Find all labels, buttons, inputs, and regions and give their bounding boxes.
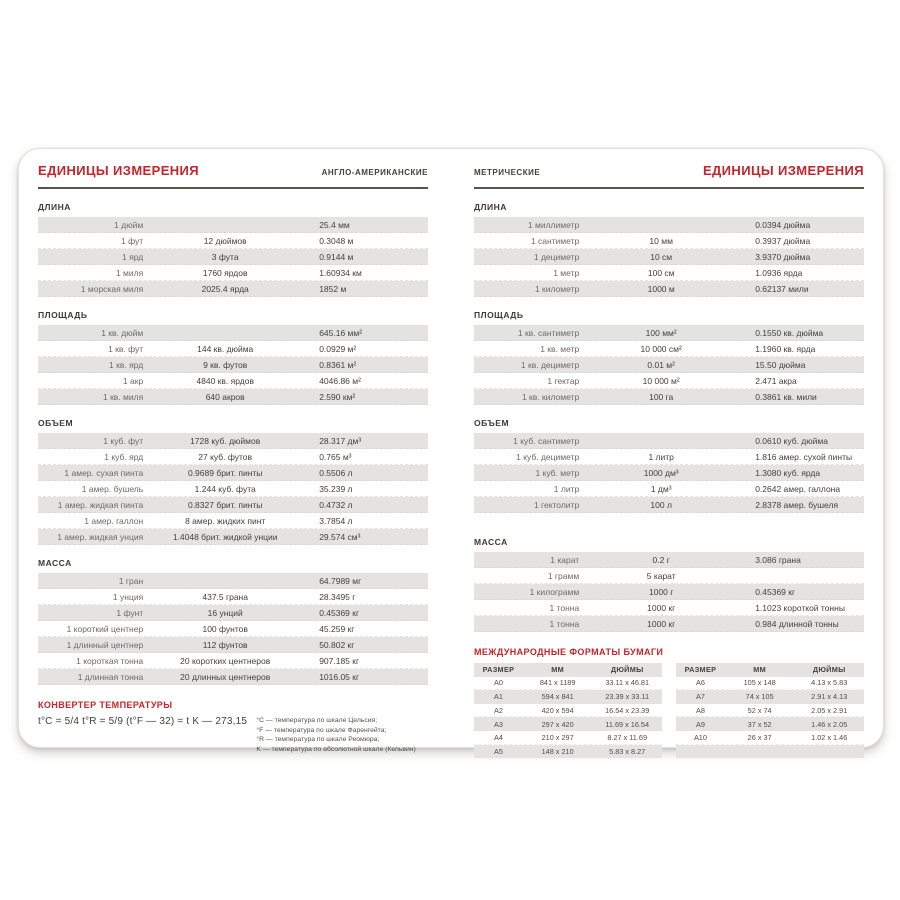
paper-formats-tables — [474, 663, 864, 758]
value-cell: 1.0936 ярда — [755, 267, 803, 278]
equivalent-cell: 0.01 м² — [647, 359, 675, 370]
paper-size-cell: A9 — [695, 719, 705, 729]
value-cell: 0.3937 дюйма — [755, 235, 811, 246]
equivalent-cell: 100 л — [650, 499, 672, 510]
page-header-left — [38, 163, 428, 178]
section-volume-imperial — [38, 418, 428, 545]
section-title: МАССА — [474, 537, 508, 547]
equivalent-cell: 1000 кг — [647, 618, 676, 629]
unit-sections-imperial — [38, 189, 428, 685]
value-cell: 3.7854 л — [319, 515, 353, 526]
paper-size-cell: A0 — [493, 678, 503, 688]
table-row — [38, 573, 428, 589]
equivalent-cell: 0.8327 брит. пинты — [187, 499, 263, 510]
paper-inches-cell: 23.39 x 33.11 — [605, 692, 650, 702]
table-row — [474, 600, 864, 616]
unit-table — [474, 433, 864, 513]
equivalent-cell: 4840 кв. ярдов — [196, 375, 254, 386]
paper-size-cell: A10 — [693, 732, 707, 742]
unit-cell: 1 кв. миля — [102, 391, 144, 402]
value-cell: 0.4732 л — [319, 499, 353, 510]
value-cell: 1.816 амер. сухой пинты — [755, 451, 853, 462]
section-mass-metric — [474, 537, 864, 632]
paper-inches-cell: 2.05 x 2.91 — [811, 705, 848, 715]
unit-cell: 1 тонна — [549, 602, 580, 613]
section-title: ОБЪЕМ — [38, 418, 74, 428]
section-title: ПЛОЩАДЬ — [474, 310, 524, 320]
equivalent-cell: 5 карат — [646, 570, 676, 581]
section-mass-imperial — [38, 558, 428, 685]
section-volume-metric — [474, 418, 864, 513]
temperature-title: КОНВЕРТЕР ТЕМПЕРАТУРЫ — [38, 700, 173, 710]
paper-row — [676, 745, 864, 759]
table-row — [38, 637, 428, 653]
table-row — [38, 669, 428, 685]
unit-cell: 1 куб. метр — [535, 467, 580, 478]
equivalent-cell: 1 литр — [648, 451, 674, 462]
section-area-metric — [474, 310, 864, 405]
paper-size-cell: A2 — [493, 705, 503, 715]
equivalent-cell: 10 см — [650, 251, 673, 262]
value-cell: 0.2642 амер. галлона — [755, 483, 841, 494]
paper-formats — [474, 647, 864, 758]
equivalent-cell: 8 амер. жидких пинт — [185, 515, 266, 526]
unit-cell: 1 гектар — [547, 375, 580, 386]
equivalent-cell: 437.5 грана — [202, 591, 248, 602]
paper-mm-cell: 52 x 74 — [747, 705, 772, 715]
value-cell: 28.3495 г — [319, 591, 356, 602]
page-title-right: ЕДИНИЦЫ ИЗМЕРЕНИЯ — [702, 163, 864, 178]
paper-header-mm: ММ — [753, 665, 767, 675]
section-title: МАССА — [38, 558, 72, 568]
unit-cell: 1 ярд — [122, 251, 144, 262]
unit-cell: 1 куб. сантиметр — [513, 435, 580, 446]
paper-size-cell: A5 — [493, 746, 503, 756]
table-row — [474, 389, 864, 405]
equivalent-cell: 1.244 куб. фута — [194, 483, 256, 494]
section-title: ПЛОЩАДЬ — [38, 310, 88, 320]
value-cell: 2.8378 амер. бушеля — [755, 499, 839, 510]
table-row — [38, 389, 428, 405]
paper-inches-cell: 1.02 x 1.46 — [811, 732, 848, 742]
unit-cell: 1 кв. дециметр — [520, 359, 580, 370]
equivalent-cell: 100 мм² — [645, 327, 677, 338]
paper-size-cell: A8 — [695, 705, 705, 715]
paper-row — [676, 704, 864, 718]
equivalent-cell: 3 фута — [211, 251, 239, 262]
unit-cell: 1 миллиметр — [527, 219, 580, 230]
diary-spread — [18, 148, 884, 756]
unit-sections-metric — [474, 189, 864, 632]
equivalent-cell: 0.9689 брит. пинты — [187, 467, 263, 478]
unit-cell: 1 кв. километр — [521, 391, 580, 402]
value-cell: 0.45369 кг — [755, 586, 796, 597]
table-row — [38, 325, 428, 341]
unit-cell: 1 амер. жидкая пинта — [57, 499, 144, 510]
table-row — [474, 584, 864, 600]
unit-cell: 1 длинный центнер — [66, 639, 144, 650]
unit-cell: 1 литр — [553, 483, 580, 494]
section-length-metric — [474, 202, 864, 297]
value-cell: 50.802 кг — [319, 639, 355, 650]
paper-header-size: РАЗМЕР — [684, 665, 717, 675]
table-row — [474, 217, 864, 233]
table-row — [38, 265, 428, 281]
paper-header-inches: ДЮЙМЫ — [610, 665, 644, 675]
section-title: ДЛИНА — [474, 202, 507, 212]
equivalent-cell: 16 унций — [207, 607, 243, 618]
equivalent-cell: 144 кв. дюйма — [197, 343, 254, 354]
value-cell: 45.259 кг — [319, 623, 355, 634]
value-cell: 0.765 м³ — [319, 451, 352, 462]
paper-mm-cell: 74 x 105 — [745, 692, 774, 702]
table-row — [474, 341, 864, 357]
unit-cell: 1 грамм — [547, 570, 580, 581]
table-row — [38, 653, 428, 669]
paper-mm-cell: 37 x 52 — [747, 719, 772, 729]
paper-formats-title: МЕЖДУНАРОДНЫЕ ФОРМАТЫ БУМАГИ — [474, 647, 664, 657]
value-cell: 0.9144 м — [319, 251, 354, 262]
paper-row — [676, 690, 864, 704]
table-row — [474, 497, 864, 513]
table-row — [38, 281, 428, 297]
paper-header-size: РАЗМЕР — [482, 665, 515, 675]
equivalent-cell: 9 кв. футов — [203, 359, 248, 370]
equivalent-cell: 20 коротких центнеров — [180, 655, 271, 666]
value-cell: 64.7989 мг — [319, 575, 362, 586]
paper-mm-cell: 594 x 841 — [541, 692, 574, 702]
table-row — [38, 373, 428, 389]
equivalent-cell: 10 мм — [649, 235, 673, 246]
equivalent-cell: 1000 дм³ — [643, 467, 679, 478]
value-cell: 1.1960 кв. ярда — [755, 343, 816, 354]
table-row — [474, 433, 864, 449]
unit-cell: 1 килограмм — [529, 586, 580, 597]
unit-table — [474, 217, 864, 297]
unit-cell: 1 тонна — [549, 618, 580, 629]
paper-mm-cell: 841 x 1189 — [539, 678, 576, 688]
paper-size-cell: A4 — [493, 732, 503, 742]
value-cell: 2.471 акра — [755, 375, 797, 386]
unit-cell: 1 дюйм — [114, 219, 144, 230]
value-cell: 4046.86 м² — [319, 375, 361, 386]
unit-cell: 1 сантиметр — [530, 235, 580, 246]
paper-mm-cell: 26 x 37 — [747, 732, 772, 742]
paper-inches-cell: 5.83 x 8.27 — [609, 746, 646, 756]
table-row — [38, 341, 428, 357]
table-row — [474, 357, 864, 373]
table-row — [38, 605, 428, 621]
value-cell: 0.0394 дюйма — [755, 219, 811, 230]
unit-cell: 1 дециметр — [533, 251, 580, 262]
section-length-imperial — [38, 202, 428, 297]
paper-row — [676, 731, 864, 745]
value-cell: 645.16 мм² — [319, 327, 363, 338]
value-cell: 0.8361 м² — [319, 359, 357, 370]
unit-table — [38, 573, 428, 685]
paper-table — [474, 663, 662, 758]
table-row — [474, 233, 864, 249]
paper-mm-cell: 420 x 594 — [541, 705, 574, 715]
unit-cell: 1 амер. бушель — [81, 483, 144, 494]
paper-header-row — [474, 663, 662, 677]
paper-inches-cell: 1.46 x 2.05 — [811, 719, 848, 729]
table-row — [474, 616, 864, 632]
paper-size-cell: A3 — [493, 719, 503, 729]
table-row — [38, 249, 428, 265]
equivalent-cell: 640 акров — [205, 391, 245, 402]
table-row — [474, 568, 864, 584]
legend-line: °F — температура по шкале Фаренгейта; — [256, 726, 387, 734]
table-row — [38, 621, 428, 637]
table-row — [38, 481, 428, 497]
legend-line: °C — температура по шкале Цельсия; — [256, 717, 378, 724]
legend-line: °R — температура по шкале Реомюра; — [256, 736, 380, 743]
value-cell: 0.3048 м — [319, 235, 354, 246]
value-cell: 35.239 л — [319, 483, 353, 494]
unit-table — [474, 325, 864, 405]
paper-inches-cell: 33.11 x 46.81 — [605, 678, 650, 688]
unit-cell: 1 морская миля — [80, 283, 144, 294]
table-row — [474, 449, 864, 465]
unit-cell: 1 фунт — [116, 607, 144, 618]
paper-inches-cell: 4.13 x 5.83 — [811, 678, 848, 688]
table-row — [38, 433, 428, 449]
table-row — [474, 465, 864, 481]
page-right — [474, 163, 864, 756]
equivalent-cell: 1000 кг — [647, 602, 676, 613]
paper-size-cell: A7 — [695, 692, 705, 702]
table-row — [474, 249, 864, 265]
table-row — [38, 357, 428, 373]
paper-row — [474, 717, 662, 731]
value-cell: 907.185 кг — [319, 655, 360, 666]
section-title: ОБЪЕМ — [474, 418, 510, 428]
unit-cell: 1 унция — [112, 591, 144, 602]
page-title-left: ЕДИНИЦЫ ИЗМЕРЕНИЯ — [38, 163, 200, 178]
equivalent-cell: 20 длинных центнеров — [180, 671, 271, 682]
paper-mm-cell: 210 x 297 — [541, 732, 574, 742]
unit-cell: 1 акр — [122, 375, 144, 386]
table-row — [474, 265, 864, 281]
value-cell: 1.3080 куб. ярда — [755, 467, 821, 478]
table-row — [474, 552, 864, 568]
unit-cell: 1 гектолитр — [533, 499, 580, 510]
unit-cell: 1 миля — [115, 267, 144, 278]
unit-cell: 1 кв. дюйм — [101, 327, 144, 338]
equivalent-cell: 1000 м — [647, 283, 675, 294]
value-cell: 3.086 грана — [755, 554, 801, 565]
equivalent-cell: 1000 г — [649, 586, 674, 597]
value-cell: 0.984 длинной тонны — [755, 618, 839, 629]
value-cell: 0.0610 куб. дюйма — [755, 435, 828, 446]
paper-inches-cell: 16.54 x 23.39 — [605, 705, 650, 715]
unit-cell: 1 куб. ярд — [104, 451, 144, 462]
paper-mm-cell: 297 x 420 — [541, 719, 574, 729]
unit-cell: 1 гран — [118, 575, 144, 586]
equivalent-cell: 100 см — [647, 267, 675, 278]
paper-inches-cell: 2.91 x 4.13 — [811, 692, 848, 702]
table-row — [38, 465, 428, 481]
value-cell: 1016.05 кг — [319, 671, 360, 682]
table-row — [38, 529, 428, 545]
value-cell: 0.0929 м² — [319, 343, 357, 354]
value-cell: 0.5506 л — [319, 467, 353, 478]
unit-cell: 1 метр — [553, 267, 580, 278]
value-cell: 29.574 см³ — [319, 531, 361, 542]
page-subtitle-left: АНГЛО-АМЕРИКАНСКИЕ — [321, 168, 428, 177]
legend-line: K — температура по абсолютной шкале (Кельвин) — [256, 745, 416, 753]
equivalent-cell: 1760 ярдов — [202, 267, 248, 278]
paper-mm-cell: 148 x 210 — [541, 746, 574, 756]
unit-cell: 1 куб. фут — [103, 435, 144, 446]
equivalent-cell: 1.4048 брит. жидкой унции — [172, 531, 278, 542]
temperature-formula: t°C = 5/4 t°R = 5/9 (t°F — 32) = t K — 273,15 — [38, 716, 248, 727]
paper-row — [676, 717, 864, 731]
paper-inches-cell: 11.69 x 16.54 — [605, 719, 650, 729]
paper-mm-cell: 105 x 148 — [743, 678, 776, 688]
equivalent-cell: 10 000 м² — [642, 375, 680, 386]
paper-row — [676, 677, 864, 691]
paper-inches-cell: 8.27 x 11.69 — [607, 732, 647, 742]
table-row — [38, 217, 428, 233]
unit-cell: 1 кв. ярд — [109, 359, 144, 370]
paper-row — [474, 731, 662, 745]
section-area-imperial — [38, 310, 428, 405]
temperature-legend — [256, 716, 428, 754]
table-row — [474, 325, 864, 341]
table-row — [474, 373, 864, 389]
value-cell: 0.62137 мили — [755, 283, 809, 294]
value-cell: 1852 м — [319, 283, 347, 294]
paper-header-mm: ММ — [551, 665, 565, 675]
paper-size-cell: A6 — [695, 678, 705, 688]
value-cell: 0.1550 кв. дюйма — [755, 327, 824, 338]
paper-header-row — [676, 663, 864, 677]
table-row — [38, 513, 428, 529]
value-cell: 1.60934 км — [319, 267, 362, 278]
paper-row — [474, 677, 662, 691]
equivalent-cell: 12 дюймов — [203, 235, 247, 246]
equivalent-cell: 1728 куб. дюймов — [190, 435, 261, 446]
page-subtitle-right: МЕТРИЧЕСКИЕ — [474, 168, 541, 177]
table-row — [474, 481, 864, 497]
page-left — [38, 163, 428, 753]
unit-table — [38, 433, 428, 545]
value-cell: 2.590 км² — [319, 391, 356, 402]
unit-table — [474, 552, 864, 632]
equivalent-cell: 0.2 г — [652, 554, 670, 565]
paper-size-cell: A1 — [493, 692, 503, 702]
table-row — [38, 449, 428, 465]
equivalent-cell: 1 дм³ — [650, 483, 672, 494]
paper-row — [474, 690, 662, 704]
equivalent-cell: 100 га — [649, 391, 674, 402]
unit-cell: 1 кв. сантиметр — [517, 327, 580, 338]
unit-cell: 1 амер. сухая пинта — [64, 467, 144, 478]
value-cell: 1.1023 короткой тонны — [755, 602, 845, 613]
unit-cell: 1 амер. галлон — [84, 515, 144, 526]
unit-cell: 1 фут — [121, 235, 144, 246]
page-header-right — [474, 163, 864, 178]
unit-table — [38, 217, 428, 297]
value-cell: 25.4 мм — [319, 219, 350, 230]
temperature-body — [38, 716, 428, 754]
paper-row — [474, 745, 662, 759]
equivalent-cell: 10 000 см² — [640, 343, 682, 354]
equivalent-cell: 100 фунтов — [202, 623, 248, 634]
unit-cell: 1 амер. жидкая унция — [57, 531, 144, 542]
value-cell: 3.9370 дюйма — [755, 251, 811, 262]
value-cell: 15.50 дюйма — [755, 359, 806, 370]
temperature-converter — [38, 700, 428, 754]
table-row — [38, 497, 428, 513]
unit-cell: 1 короткий центнер — [66, 623, 144, 634]
equivalent-cell: 2025.4 ярда — [201, 283, 249, 294]
table-row — [38, 589, 428, 605]
unit-cell: 1 длинная тонна — [77, 671, 144, 682]
table-row — [38, 233, 428, 249]
section-title: ДЛИНА — [38, 202, 71, 212]
unit-cell: 1 куб. дециметр — [516, 451, 580, 462]
paper-header-inches: ДЮЙМЫ — [812, 665, 846, 675]
unit-cell: 1 кв. метр — [540, 343, 580, 354]
unit-cell: 1 кв. фут — [108, 343, 144, 354]
unit-cell: 1 карат — [550, 554, 580, 565]
unit-cell: 1 километр — [534, 283, 580, 294]
paper-table — [676, 663, 864, 758]
unit-cell: 1 короткая тонна — [76, 655, 144, 666]
equivalent-cell: 112 фунтов — [202, 639, 248, 650]
equivalent-cell: 27 куб. футов — [198, 451, 253, 462]
value-cell: 28.317 дм³ — [319, 435, 362, 446]
value-cell: 0.3861 кв. мили — [755, 391, 817, 402]
unit-table — [38, 325, 428, 405]
value-cell: 0.45369 кг — [319, 607, 360, 618]
paper-row — [474, 704, 662, 718]
table-row — [474, 281, 864, 297]
